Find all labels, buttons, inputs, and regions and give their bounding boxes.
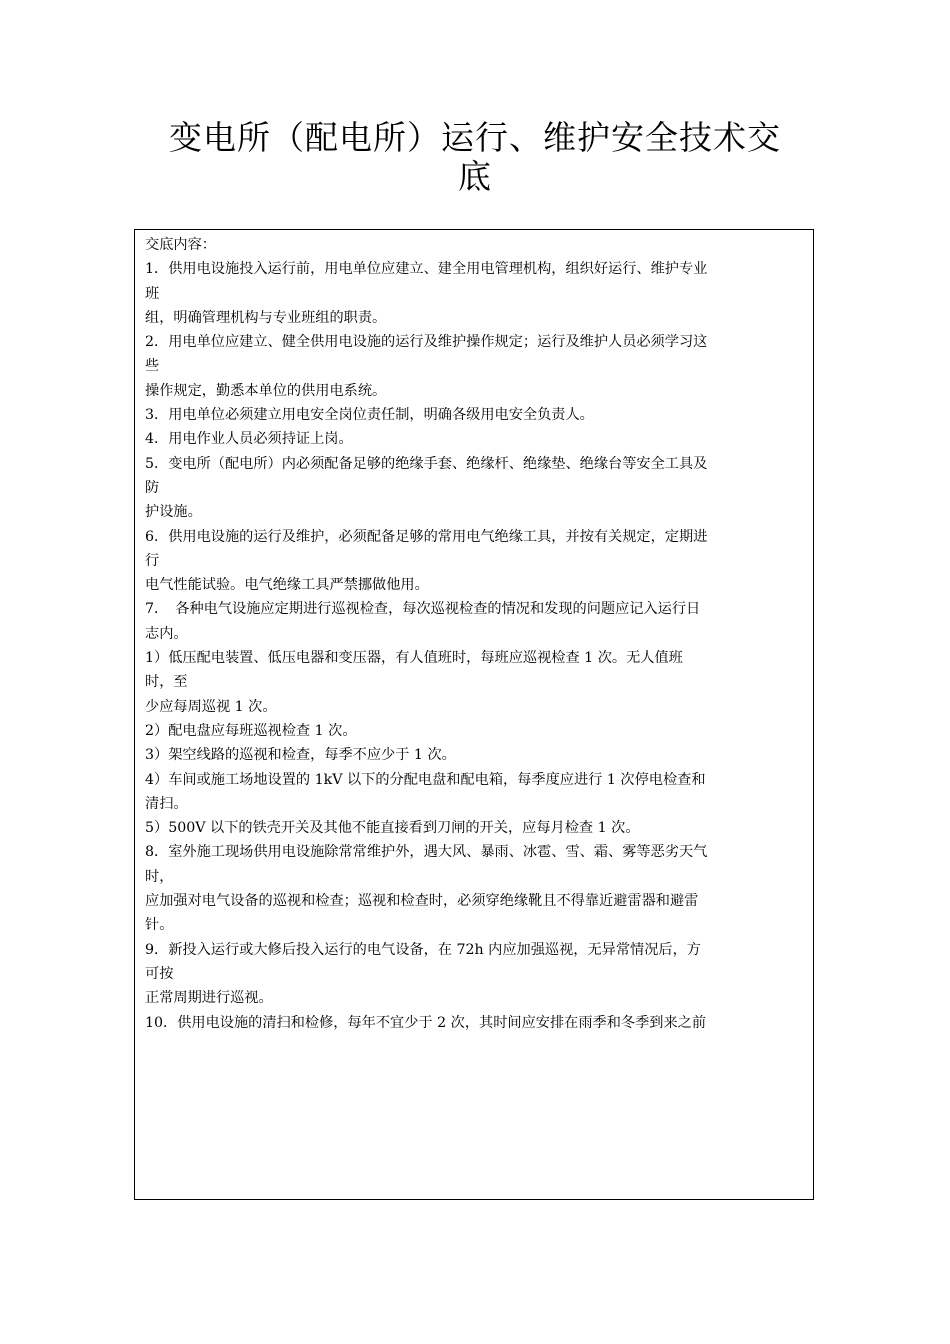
content-line: 行 [145, 552, 160, 569]
content-line: 些 [145, 358, 160, 375]
content-line: 少应每周巡视 1 次。 [145, 698, 277, 715]
content-line: 5．变电所（配电所）内必须配备足够的绝缘手套、绝缘杆、绝缘垫、绝缘台等安全工具及 [145, 455, 708, 472]
content-line: 8．室外施工现场供用电设施除常常维护外，遇大风、暴雨、冰雹、雪、霜、雾等恶劣天气 [145, 844, 708, 861]
content-line: 清扫。 [145, 795, 188, 812]
content-line: 防 [145, 479, 160, 496]
content-line: 电气性能试验。电气绝缘工具严禁挪做他用。 [145, 577, 429, 594]
content-line: 志内。 [145, 625, 188, 642]
content-box [134, 229, 814, 1200]
content-line: 操作规定，勤悉本单位的供用电系统。 [145, 382, 387, 399]
content-line: 3）架空线路的巡视和检查，每季不应少于 1 次。 [145, 747, 456, 764]
content-line: 10．供用电设施的清扫和检修，每年不宜少于 2 次，其时间应安排在雨季和冬季到来之前 [145, 1014, 707, 1031]
content-line: 3．用电单位必须建立用电安全岗位责任制，明确各级用电安全负责人。 [145, 407, 594, 424]
content-line: 4）车间或施工场地设置的 1kV 以下的分配电盘和配电箱，每季度应进行 1 次停电检查和 [145, 771, 706, 788]
content-line: 可按 [145, 965, 174, 982]
document-title [140, 118, 810, 196]
content-line: 2）配电盘应每班巡视检查 1 次。 [145, 722, 357, 739]
title-line-1: 变电所（配电所）运行、维护安全技术交 [169, 118, 781, 157]
content-line: 时，至 [145, 674, 188, 691]
content-line: 1．供用电设施投入运行前，用电单位应建立、建全用电管理机构，组织好运行、维护专业 [145, 261, 708, 278]
content-line: 1）低压配电装置、低压电器和变压器，有人值班时，每班应巡视检查 1 次。无人值班 [145, 650, 683, 667]
content-line: 针。 [145, 917, 174, 934]
title-line-2: 底 [458, 157, 492, 196]
content-line: 交底内容： [145, 237, 216, 253]
content-line: 5）500V 以下的铁壳开关及其他不能直接看到刀闸的开关，应每月检查 1 次。 [145, 820, 640, 837]
content-line: 4．用电作业人员必须持证上岗。 [145, 431, 353, 448]
content-line: 班 [145, 285, 160, 302]
content-line: 护设施。 [145, 504, 202, 521]
content-line: 组，明确管理机构与专业班组的职责。 [145, 309, 387, 326]
content-line: 6．供用电设施的运行及维护，必须配备足够的常用电气绝缘工具，并按有关规定，定期进 [145, 528, 708, 545]
content-line: 9．新投入运行或大修后投入运行的电气设备，在 72h 内应加强巡视，无异常情况后，方 [145, 941, 701, 958]
content-line: 应加强对电气设备的巡视和检查；巡视和检查时，必须穿绝缘靴且不得靠近避雷器和避雷 [145, 893, 699, 910]
content-line: 正常周期进行巡视。 [145, 990, 273, 1007]
content-line: 7． 各种电气设施应定期进行巡视检查，每次巡视检查的情况和发现的问题应记入运行日 [145, 601, 701, 618]
content-line: 2．用电单位应建立、健全供用电设施的运行及维护操作规定；运行及维护人员必须学习这 [145, 334, 708, 351]
content-body [135, 230, 813, 1035]
content-line: 时， [145, 868, 174, 885]
